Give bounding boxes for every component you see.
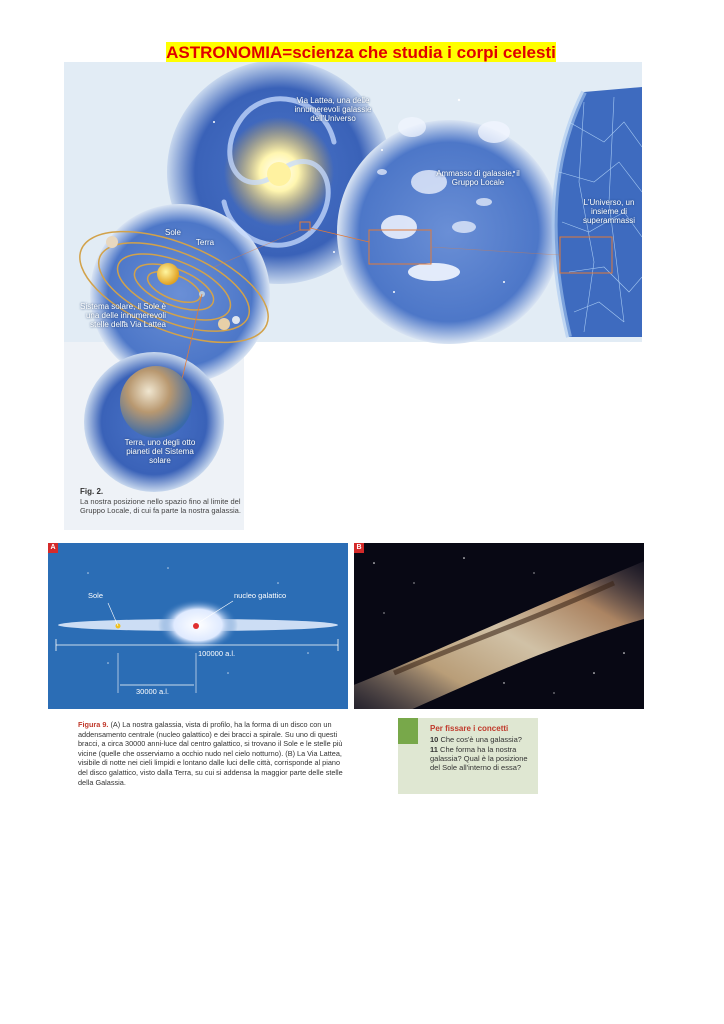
concepts-tab [398, 718, 418, 744]
label-sole: Sole [164, 228, 181, 237]
concept-item-number: 11 [430, 745, 438, 754]
label-ammasso: Ammasso di galassie, il Gruppo Locale [436, 169, 520, 187]
page-title: ASTRONOMIA=scienza che studia i corpi celesti [166, 43, 556, 62]
concepts-title: Per fissare i concetti [430, 724, 509, 733]
concept-item-text: Che forma ha la nostra galassia? Qual è la posizione del Sole all'interno di essa? [430, 745, 528, 772]
milky-way-photo [354, 543, 644, 709]
figure-2-caption-text: La nostra posizione nello spazio fino al limite del Gruppo Locale, di cui fa parte la nostra galassia. [80, 497, 241, 515]
label-sistema-solare: Sistema solare, il Sole è una delle innumerevoli stelle della Via Lattea [80, 302, 166, 329]
concept-item [430, 735, 530, 744]
label-terra: Terra [195, 238, 215, 247]
figure-2-caption-label: Fig. 2. [80, 487, 104, 496]
label-nucleo: nucleo galattico [234, 591, 287, 600]
label-sole-9a: Sole [88, 591, 104, 600]
concept-item-text: Che cos'è una galassia? [440, 735, 522, 744]
figure-9b-tag: B [354, 543, 364, 553]
concept-item-number: 10 [430, 735, 439, 744]
figure-9b-photo [354, 543, 644, 709]
label-via-lattea: Via Lattea, una delle innumerevoli galassie dell'Universo [294, 96, 372, 123]
label-diametro: 100000 a.l. [198, 649, 236, 658]
figure-9a-tag: A [48, 543, 58, 553]
figure-9-caption-label: Figura 9. [78, 720, 109, 729]
figure-9a-panel [48, 543, 348, 709]
galaxy-profile-diagram [48, 543, 348, 709]
figure-9-caption [78, 720, 350, 787]
label-terra-desc: Terra, uno degli otto pianeti del Sistema solare [124, 438, 196, 465]
concept-item [430, 745, 534, 772]
label-universo: L'Universo, un insieme di superammassi [582, 198, 635, 225]
label-distanza: 30000 a.l. [136, 687, 169, 696]
figure-9-caption-text: (A) La nostra galassia, vista di profilo, ha la forma di un disco con un addensamento centrale (nucleo galattico) e dei bracci a spirale. Su uno di questi bracci, a circa 30000 anni-luce dal centro galattico, si trovano il Sole e le stelle più vicine (quelle che osserviamo a occhio nudo nel cielo notturno). (B) La Via Lattea, visibile di notte nei cieli limpidi e lontano dalle luci delle città, corrisponde al piano del disco galattico, visto dalla Terra, su cui si addensa la maggior parte delle stelle della Galassia. [78, 720, 343, 787]
galaxy-cluster-bubble [337, 120, 561, 344]
